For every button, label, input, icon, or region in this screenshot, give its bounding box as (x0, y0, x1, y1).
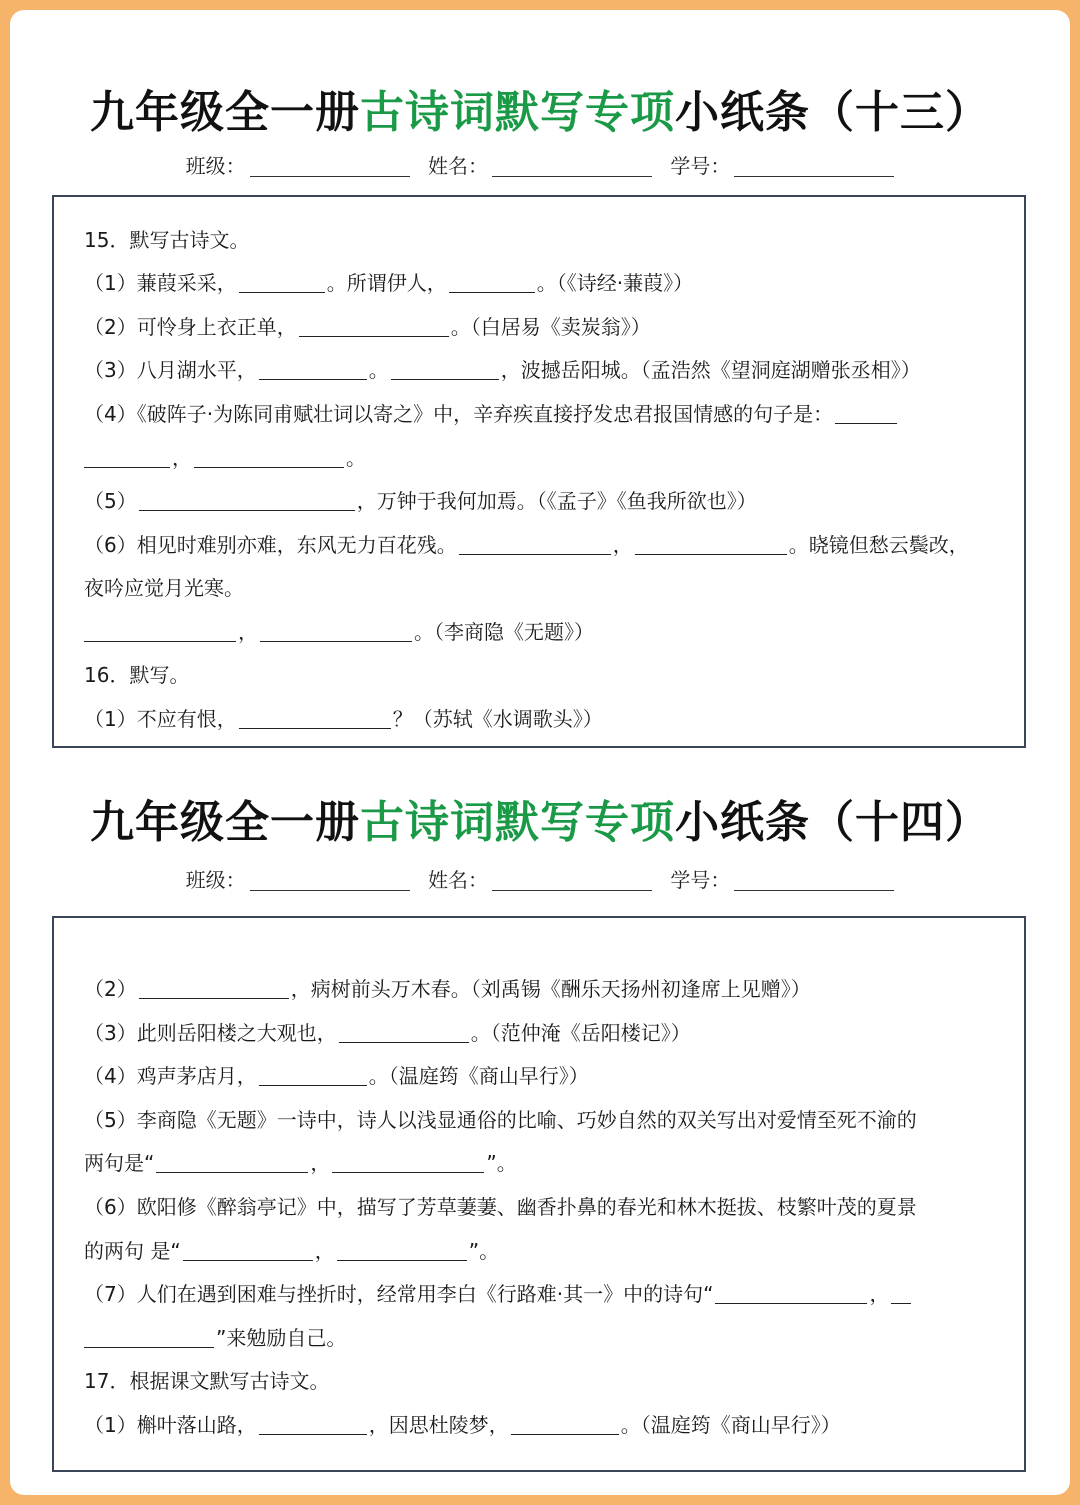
question-line: ， 。 (84, 445, 366, 471)
title-prefix: 九年级全一册 (90, 797, 360, 848)
answer-blank[interactable] (260, 621, 412, 642)
title-prefix: 九年级全一册 (90, 87, 360, 138)
question-line: （5） ，万钟于我何加焉。（《孟子》《鱼我所欲也》） (84, 489, 757, 513)
question-17-heading: 17．根据课文默写古诗文。 (84, 1369, 330, 1393)
question-line: （4）《破阵子·为陈同甫赋壮词以寄之》中，辛弃疾直接抒发忠君报国情感的句子是： (84, 401, 899, 427)
question-16-heading: 16．默写。 (84, 663, 190, 687)
title-suffix: 小纸条（十三） (675, 87, 990, 138)
name-field[interactable] (492, 870, 652, 891)
answer-blank[interactable] (337, 1240, 467, 1261)
class-label: 班级： (185, 868, 246, 892)
answer-blank[interactable] (715, 1283, 867, 1304)
answer-blank[interactable] (139, 978, 289, 999)
answer-blank[interactable] (84, 621, 236, 642)
question-line: （3）此则岳阳楼之大观也， 。（范仲淹《岳阳楼记》） (84, 1021, 691, 1045)
question-line: （1）不应有恨， ？（苏轼《水调歌头》） (84, 707, 603, 731)
sheet1-student-info (10, 150, 1070, 179)
class-label: 班级： (185, 154, 246, 178)
answer-blank[interactable] (449, 272, 535, 293)
sheet2-title (10, 786, 1070, 850)
worksheet-page (10, 10, 1070, 1495)
answer-blank[interactable] (239, 272, 325, 293)
question-line: ”来勉励自己。 (84, 1325, 346, 1351)
answer-blank[interactable] (391, 359, 499, 380)
answer-blank[interactable] (635, 534, 787, 555)
sheet1-title (10, 76, 1070, 140)
question-line: （2） ，病树前头万木春。（刘禹锡《酬乐天扬州初逢席上见赠》） (84, 977, 811, 1001)
class-field[interactable] (250, 156, 410, 177)
answer-blank[interactable] (239, 708, 391, 729)
title-highlight: 古诗词默写专项 (360, 87, 675, 138)
class-field[interactable] (250, 870, 410, 891)
answer-blank[interactable] (332, 1152, 484, 1173)
answer-blank[interactable] (84, 1327, 214, 1348)
answer-blank[interactable] (259, 359, 367, 380)
question-15-heading: 15．默写古诗文。 (84, 228, 250, 252)
answer-blank[interactable] (891, 1283, 911, 1304)
question-line: （6）欧阳修《醉翁亭记》中，描写了芳草萋萋、幽香扑鼻的春光和林木挺拔、枝繁叶茂的夏景 (84, 1195, 917, 1219)
question-line: （1）槲叶落山路， ，因思杜陵梦， 。（温庭筠《商山早行》） (84, 1413, 841, 1437)
question-line: （7）人们在遇到困难与挫折时，经常用李白《行路难·其一》中的诗句“ ， (84, 1281, 913, 1307)
number-field[interactable] (734, 870, 894, 891)
answer-blank[interactable] (259, 1414, 367, 1435)
question-line: 两句是“ ， ”。 (84, 1151, 517, 1175)
question-line: 夜吟应觉月光寒。 (84, 576, 244, 600)
sheet2-question-box (52, 916, 1026, 1472)
question-line: （6）相见时难别亦难，东风无力百花残。 ， 。晓镜但愁云鬓改， (84, 533, 969, 557)
question-line: （3）八月湖水平， 。 ，波撼岳阳城。（孟浩然《望洞庭湖赠张丞相》） (84, 358, 921, 382)
answer-blank[interactable] (339, 1022, 469, 1043)
name-field[interactable] (492, 156, 652, 177)
answer-blank[interactable] (459, 534, 611, 555)
answer-blank[interactable] (259, 1065, 367, 1086)
number-label: 学号： (670, 868, 731, 892)
answer-blank[interactable] (139, 490, 355, 511)
question-line: 的两句 是“ ， ”。 (84, 1239, 500, 1263)
sheet2-student-info (10, 864, 1070, 893)
answer-blank[interactable] (194, 447, 344, 468)
question-line: ， 。（李商隐《无题》） (84, 619, 594, 645)
question-line: （4）鸡声茅店月， 。（温庭筠《商山早行》） (84, 1064, 589, 1088)
answer-blank[interactable] (84, 447, 170, 468)
answer-blank[interactable] (511, 1414, 619, 1435)
title-suffix: 小纸条（十四） (675, 797, 990, 848)
question-line: （1）蒹葭采采， 。所谓伊人， 。（《诗经·蒹葭》） (84, 271, 694, 295)
name-label: 姓名： (428, 154, 488, 178)
number-field[interactable] (734, 156, 894, 177)
answer-blank[interactable] (183, 1240, 313, 1261)
title-highlight: 古诗词默写专项 (360, 797, 675, 848)
sheet1-question-box (52, 195, 1026, 748)
answer-blank[interactable] (156, 1152, 308, 1173)
number-label: 学号： (670, 154, 731, 178)
name-label: 姓名： (428, 868, 488, 892)
answer-blank[interactable] (299, 316, 449, 337)
answer-blank[interactable] (835, 403, 897, 424)
question-line: （2）可怜身上衣正单， 。（白居易《卖炭翁》） (84, 315, 651, 339)
question-line: （5）李商隐《无题》一诗中，诗人以浅显通俗的比喻、巧妙自然的双关写出对爱情至死不渝的 (84, 1108, 917, 1132)
